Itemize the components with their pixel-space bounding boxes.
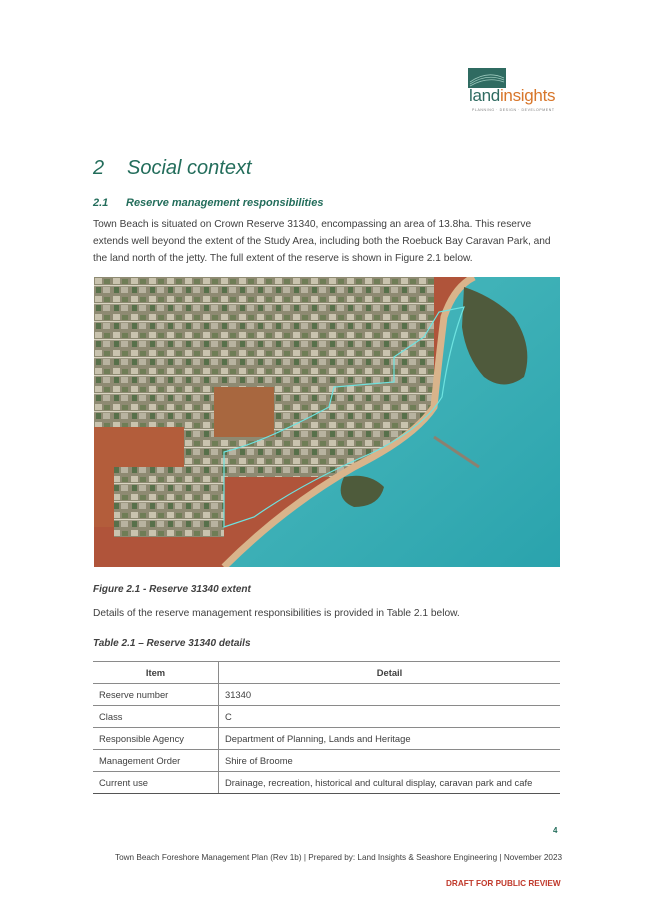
table-cell-detail: Drainage, recreation, historical and cultural display, caravan park and cafe [219, 772, 561, 794]
section-title: Social context [127, 157, 252, 179]
table-header-item: Item [93, 662, 219, 684]
table-cell-detail: C [219, 706, 561, 728]
section-number: 2 [93, 157, 105, 179]
table-row [93, 684, 560, 706]
table-cell-item: Management Order [93, 750, 219, 772]
subsection-title: Reserve management responsibilities [126, 197, 324, 209]
aerial-photo-graphic [94, 277, 560, 567]
logo-mark-icon [468, 68, 506, 88]
logo-tagline: PLANNING · DESIGN · DEVELOPMENT [472, 108, 555, 112]
details-paragraph: Details of the reserve management responsibilities is provided in Table 2.1 below. [93, 608, 460, 619]
table-cell-item: Class [93, 706, 219, 728]
table-header-detail: Detail [219, 662, 561, 684]
table-row [93, 706, 560, 728]
table-row [93, 728, 560, 750]
table-cell-detail: Department of Planning, Lands and Heritage [219, 728, 561, 750]
aerial-photo [94, 277, 560, 567]
table-cell-detail: 31340 [219, 684, 561, 706]
logo-word-insights: insights [499, 86, 556, 105]
subsection-number: 2.1 [93, 197, 109, 209]
page-number: 4 [553, 826, 558, 835]
table-header-row [93, 662, 560, 684]
intro-paragraph: Town Beach is situated on Crown Reserve 31340, encompassing an area of 13.8ha. This reserve extends well beyond the extent of the Study Area, including both the Roebuck Bay Caravan Park, and the land north of the jetty. The full extent of the reserve is shown in Figure 2.1 below. [93, 219, 551, 264]
reserve-details-table [93, 661, 560, 794]
table-cell-item: Reserve number [93, 684, 219, 706]
table-row [93, 772, 560, 794]
table-cell-item: Current use [93, 772, 219, 794]
logo-word-land: land [469, 86, 500, 105]
section-heading [93, 157, 252, 180]
subsection-heading [93, 197, 323, 209]
table-cell-detail: Shire of Broome [219, 750, 561, 772]
table-cell-item: Responsible Agency [93, 728, 219, 750]
draft-label: DRAFT FOR PUBLIC REVIEW [446, 879, 561, 888]
logo-wordmark [469, 86, 555, 106]
figure-caption: Figure 2.1 - Reserve 31340 extent [93, 584, 251, 595]
table-row [93, 750, 560, 772]
company-logo [468, 68, 564, 116]
table-caption: Table 2.1 – Reserve 31340 details [93, 638, 251, 649]
page-footer: Town Beach Foreshore Management Plan (Rev 1b) | Prepared by: Land Insights & Seashore Engineering | November 2023 [115, 853, 563, 862]
